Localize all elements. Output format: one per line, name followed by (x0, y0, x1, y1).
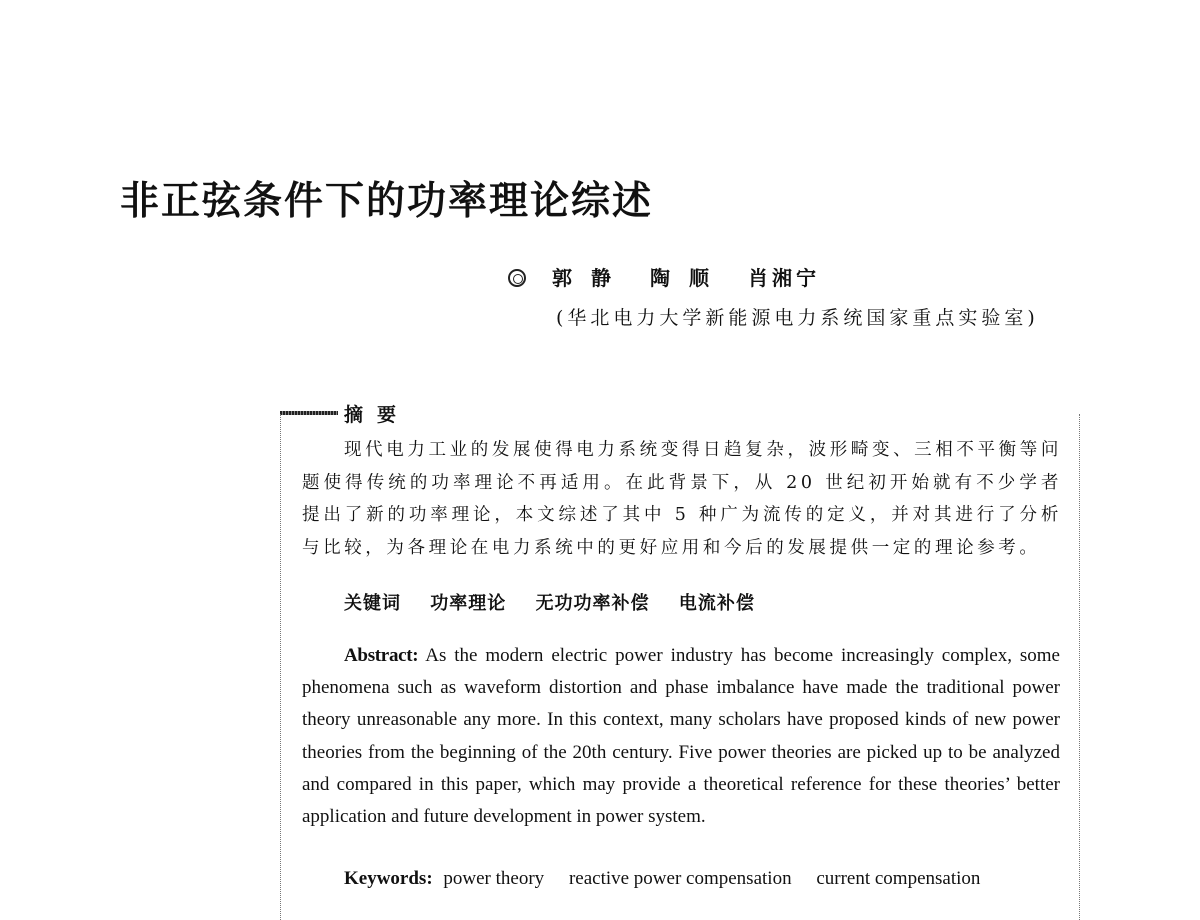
en-keyword: power theory (443, 868, 545, 889)
zh-abstract-body (302, 434, 1062, 564)
en-keyword: reactive power compensation (568, 868, 792, 889)
paper-title: 非正弦条件下的功率理论综述 (120, 178, 654, 224)
zh-keyword: 功率理论 (430, 593, 507, 614)
author-2: 陶顺 (650, 266, 728, 290)
en-keyword: current compensation (816, 868, 981, 889)
zh-keywords-label: 关键词 (344, 593, 401, 614)
double-circle-icon (508, 269, 526, 287)
en-keywords (344, 868, 1000, 890)
en-abstract-body (302, 640, 1060, 833)
zh-keyword: 电流补偿 (678, 593, 755, 614)
box-right-border (1079, 414, 1080, 920)
author-1: 郭静 (552, 266, 630, 290)
en-abstract-label: Abstract: (344, 645, 419, 666)
author-3: 肖湘宁 (748, 266, 820, 290)
box-left-border (280, 414, 281, 920)
en-keywords-label: Keywords: (344, 868, 433, 889)
author-line (508, 262, 820, 291)
heading-rule (280, 411, 338, 415)
abstract-box (280, 400, 1080, 920)
zh-abstract-heading: 摘要 (344, 404, 411, 426)
zh-keywords (344, 589, 777, 615)
en-abstract-text: As the modern electric power industry has become increasingly complex, some phenomena such as waveform distortion and phase imbalance have made the traditional power theory unreasonable any more. In this context, many scholars have proposed kinds of new power theories from the beginning of the 20th century. Five power theories are picked up to be analyzed and compared in this paper, which may provide a theoretical reference for these theories’ better application and future development in power system. (302, 645, 1060, 828)
author-affiliation: (华北电力大学新能源电力系统国家重点实验室) (556, 307, 1039, 329)
zh-abstract-text: 现代电力工业的发展使得电力系统变得日趋复杂，波形畸变、三相不平衡等问题使得传统的功率理论不再适用。在此背景下，从 20 世纪初开始就有不少学者提出了新的功率理论，本文综述了其中 5 种广为流传的定义，并对其进行了分析与比较，为各理论在电力系统中的更好应用和今后的发展提供一定的理论参考。 (302, 440, 1062, 558)
zh-keyword: 无功功率补偿 (535, 593, 650, 614)
